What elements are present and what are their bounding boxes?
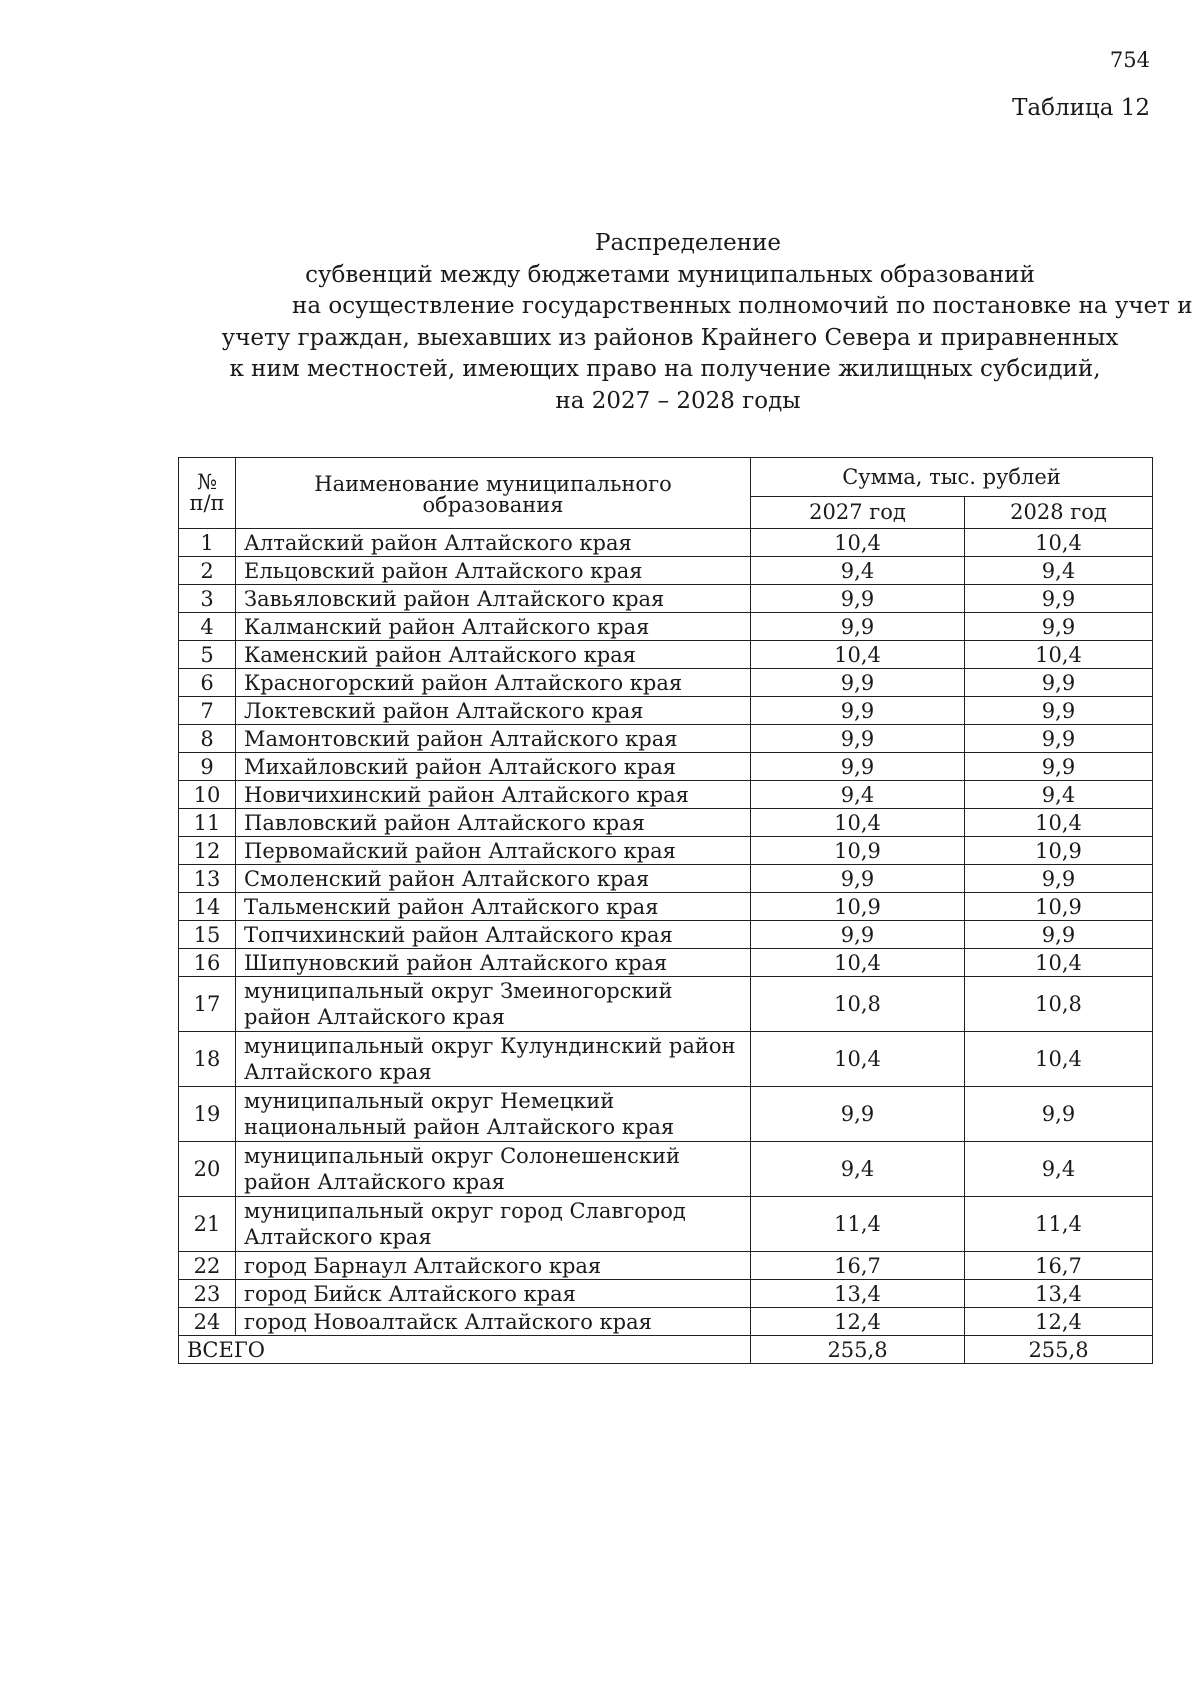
table-row xyxy=(179,1280,1153,1308)
amount-2028: 10,4 xyxy=(965,1032,1153,1087)
amount-2027: 9,9 xyxy=(751,921,965,949)
amount-2027: 13,4 xyxy=(751,1280,965,1308)
amount-2027: 9,9 xyxy=(751,585,965,613)
amount-2028: 9,9 xyxy=(965,753,1153,781)
amount-2027: 9,4 xyxy=(751,1142,965,1197)
municipality-name: Каменский район Алтайского края xyxy=(236,641,751,669)
amount-2027: 10,4 xyxy=(751,949,965,977)
table-row xyxy=(179,1032,1153,1087)
row-number: 11 xyxy=(179,809,236,837)
amount-2027: 10,9 xyxy=(751,837,965,865)
municipality-name: Ельцовский район Алтайского края xyxy=(236,557,751,585)
title-line: на осуществление государственных полномочий по постановке на учет и xyxy=(292,293,1193,319)
table-row xyxy=(179,1252,1153,1280)
row-number: 24 xyxy=(179,1308,236,1336)
header-year-2027: 2027 год xyxy=(751,497,965,529)
total-2028: 255,8 xyxy=(965,1336,1153,1364)
total-row xyxy=(179,1336,1153,1364)
municipality-name: Завьяловский район Алтайского края xyxy=(236,585,751,613)
row-number: 21 xyxy=(179,1197,236,1252)
municipality-name: Мамонтовский район Алтайского края xyxy=(236,725,751,753)
title-line: субвенций между бюджетами муниципальных образований xyxy=(305,261,1035,288)
amount-2027: 9,9 xyxy=(751,613,965,641)
amount-2027: 9,9 xyxy=(751,753,965,781)
amount-2028: 10,4 xyxy=(965,949,1153,977)
amount-2028: 12,4 xyxy=(965,1308,1153,1336)
municipality-name: город Новоалтайск Алтайского края xyxy=(236,1308,751,1336)
amount-2027: 10,4 xyxy=(751,529,965,557)
amount-2027: 16,7 xyxy=(751,1252,965,1280)
amount-2028: 10,4 xyxy=(965,809,1153,837)
amount-2028: 9,9 xyxy=(965,613,1153,641)
municipality-name: Михайловский район Алтайского края xyxy=(236,753,751,781)
amount-2028: 9,9 xyxy=(965,669,1153,697)
row-number: 4 xyxy=(179,613,236,641)
row-number: 20 xyxy=(179,1142,236,1197)
amount-2028: 11,4 xyxy=(965,1197,1153,1252)
row-number: 9 xyxy=(179,753,236,781)
amount-2028: 9,9 xyxy=(965,585,1153,613)
municipality-name: муниципальный округ Солонешенский район Алтайского края xyxy=(236,1142,751,1197)
header-name: Наименование муниципального образования xyxy=(236,458,751,529)
table-row xyxy=(179,865,1153,893)
table-row xyxy=(179,753,1153,781)
table-row xyxy=(179,585,1153,613)
amount-2028: 9,9 xyxy=(965,865,1153,893)
row-number: 10 xyxy=(179,781,236,809)
row-number: 17 xyxy=(179,977,236,1032)
amount-2028: 9,4 xyxy=(965,1142,1153,1197)
table-row xyxy=(179,809,1153,837)
row-number: 6 xyxy=(179,669,236,697)
row-number: 15 xyxy=(179,921,236,949)
amount-2027: 9,9 xyxy=(751,865,965,893)
table-row xyxy=(179,1087,1153,1142)
amount-2027: 10,8 xyxy=(751,977,965,1032)
amount-2028: 10,4 xyxy=(965,641,1153,669)
table-row xyxy=(179,641,1153,669)
municipality-name: Смоленский район Алтайского края xyxy=(236,865,751,893)
municipality-name: Алтайский район Алтайского края xyxy=(236,529,751,557)
row-number: 1 xyxy=(179,529,236,557)
table-row xyxy=(179,837,1153,865)
municipality-name: муниципальный округ город Славгород Алтайского края xyxy=(236,1197,751,1252)
municipality-name: город Барнаул Алтайского края xyxy=(236,1252,751,1280)
amount-2027: 10,4 xyxy=(751,641,965,669)
amount-2027: 9,9 xyxy=(751,669,965,697)
amount-2028: 9,9 xyxy=(965,725,1153,753)
table-row xyxy=(179,613,1153,641)
amount-2027: 10,4 xyxy=(751,809,965,837)
row-number: 2 xyxy=(179,557,236,585)
header-number: № п/п xyxy=(179,458,236,529)
amount-2027: 11,4 xyxy=(751,1197,965,1252)
amount-2028: 10,9 xyxy=(965,837,1153,865)
table-header xyxy=(179,458,1153,529)
amount-2028: 9,9 xyxy=(965,697,1153,725)
amount-2028: 10,8 xyxy=(965,977,1153,1032)
title-line: учету граждан, выехавших из районов Крайнего Севера и приравненных xyxy=(221,324,1119,351)
row-number: 18 xyxy=(179,1032,236,1087)
amount-2028: 9,9 xyxy=(965,1087,1153,1142)
page-number: 754 xyxy=(1109,48,1150,72)
amount-2028: 9,4 xyxy=(965,557,1153,585)
table-row xyxy=(179,557,1153,585)
table-row xyxy=(179,977,1153,1032)
amount-2028: 9,4 xyxy=(965,781,1153,809)
municipality-name: Калманский район Алтайского края xyxy=(236,613,751,641)
municipality-name: Шипуновский район Алтайского края xyxy=(236,949,751,977)
municipality-name: муниципальный округ Немецкий национальный район Алтайского края xyxy=(236,1087,751,1142)
amount-2027: 9,9 xyxy=(751,697,965,725)
subvention-table xyxy=(178,457,1153,1364)
table-row xyxy=(179,781,1153,809)
amount-2027: 10,4 xyxy=(751,1032,965,1087)
table-row xyxy=(179,697,1153,725)
amount-2027: 9,4 xyxy=(751,781,965,809)
total-label: ВСЕГО xyxy=(179,1336,751,1364)
row-number: 22 xyxy=(179,1252,236,1280)
amount-2027: 9,4 xyxy=(751,557,965,585)
row-number: 5 xyxy=(179,641,236,669)
header-sum: Сумма, тыс. рублей xyxy=(751,458,1153,497)
amount-2028: 16,7 xyxy=(965,1252,1153,1280)
amount-2028: 10,9 xyxy=(965,893,1153,921)
municipality-name: муниципальный округ Кулундинский район Алтайского края xyxy=(236,1032,751,1087)
row-number: 13 xyxy=(179,865,236,893)
amount-2027: 10,9 xyxy=(751,893,965,921)
municipality-name: муниципальный округ Змеиногорский район Алтайского края xyxy=(236,977,751,1032)
table-row xyxy=(179,725,1153,753)
municipality-name: город Бийск Алтайского края xyxy=(236,1280,751,1308)
table-row xyxy=(179,529,1153,557)
document-title xyxy=(200,228,1193,417)
table-row xyxy=(179,1197,1153,1252)
row-number: 23 xyxy=(179,1280,236,1308)
title-line: Распределение xyxy=(595,230,781,256)
header-year-2028: 2028 год xyxy=(965,497,1153,529)
table-row xyxy=(179,1142,1153,1197)
table-row xyxy=(179,669,1153,697)
table-row xyxy=(179,921,1153,949)
municipality-name: Красногорский район Алтайского края xyxy=(236,669,751,697)
table-label: Таблица 12 xyxy=(1012,95,1150,121)
amount-2027: 12,4 xyxy=(751,1308,965,1336)
row-number: 7 xyxy=(179,697,236,725)
municipality-name: Тальменский район Алтайского края xyxy=(236,893,751,921)
table-row xyxy=(179,1308,1153,1336)
amount-2027: 9,9 xyxy=(751,1087,965,1142)
row-number: 3 xyxy=(179,585,236,613)
municipality-name: Первомайский район Алтайского края xyxy=(236,837,751,865)
amount-2028: 13,4 xyxy=(965,1280,1153,1308)
row-number: 12 xyxy=(179,837,236,865)
amount-2028: 9,9 xyxy=(965,921,1153,949)
row-number: 16 xyxy=(179,949,236,977)
municipality-name: Локтевский район Алтайского края xyxy=(236,697,751,725)
municipality-name: Павловский район Алтайского края xyxy=(236,809,751,837)
title-line: к ним местностей, имеющих право на получение жилищных субсидий, xyxy=(229,356,1101,382)
table-row xyxy=(179,949,1153,977)
row-number: 14 xyxy=(179,893,236,921)
municipality-name: Новичихинский район Алтайского края xyxy=(236,781,751,809)
amount-2028: 10,4 xyxy=(965,529,1153,557)
table-body xyxy=(179,529,1153,1364)
municipality-name: Топчихинский район Алтайского края xyxy=(236,921,751,949)
amount-2027: 9,9 xyxy=(751,725,965,753)
row-number: 8 xyxy=(179,725,236,753)
row-number: 19 xyxy=(179,1087,236,1142)
total-2027: 255,8 xyxy=(751,1336,965,1364)
table-row xyxy=(179,893,1153,921)
title-line: на 2027 – 2028 годы xyxy=(555,387,801,414)
